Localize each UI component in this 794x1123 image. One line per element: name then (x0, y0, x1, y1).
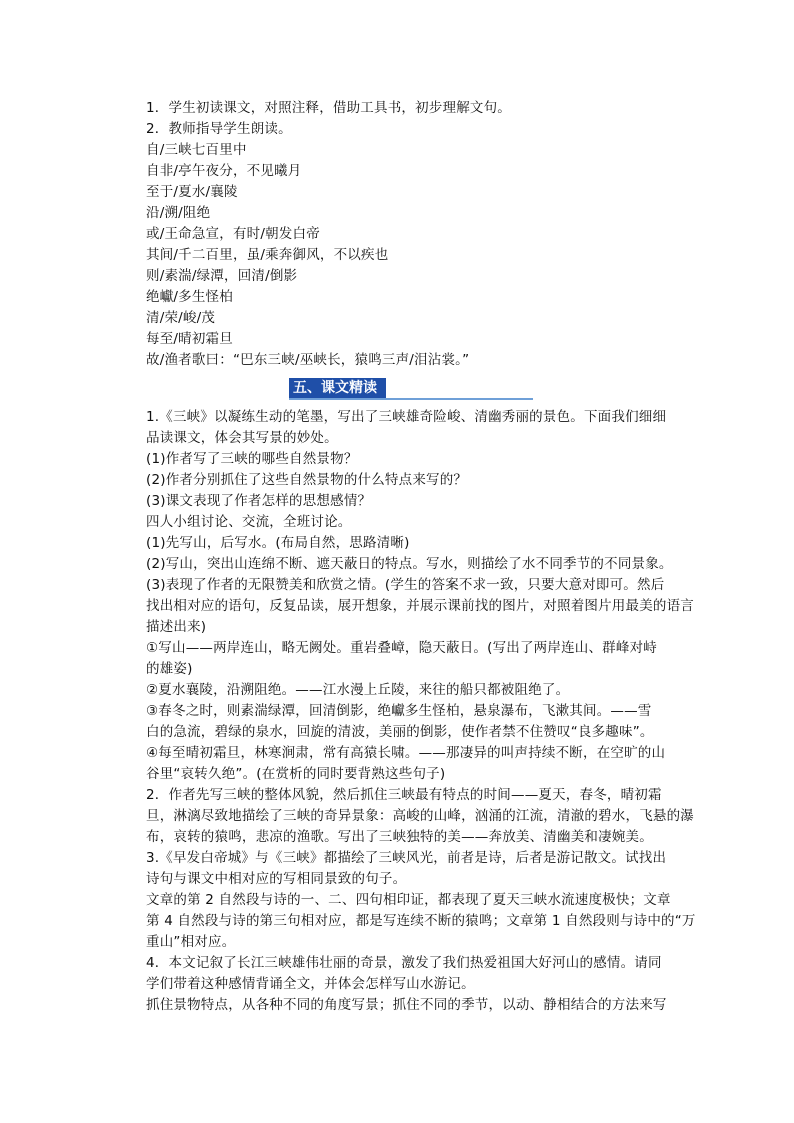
body-line: 文章的第 2 自然段与诗的一、二、四句相印证，都表现了夏天三峡水流速度极快；文章 (146, 892, 671, 908)
text-line: 1．学生初读课文，对照注释，借助工具书，初步理解文句。 (146, 100, 511, 116)
section-header-label: 五、课文精读 (289, 378, 386, 398)
body-line: 学们带着这种感情背诵全文，并体会怎样写山水游记。 (146, 976, 475, 992)
body-line: 第 4 自然段与诗的第三句相对应，都是写连续不断的猿鸣；文章第 1 自然段则与诗中的“万 (146, 913, 696, 929)
body-line: 诗句与课文中相对应的写相同景致的句子。 (146, 871, 407, 887)
text-line: 2．教师指导学生朗读。 (146, 121, 292, 137)
body-line: ①写山——两岸连山，略无阙处。重岩叠嶂，隐天蔽日。(写出了两岸连山、群峰对峙 (146, 640, 657, 656)
body-line: 重山”相对应。 (146, 934, 236, 950)
body-line: (1)先写山，后写水。(布局自然，思路清晰) (146, 535, 410, 551)
text-line: 绝巘/多生怪柏 (146, 289, 233, 305)
text-line: 或/王命急宣，有时/朝发白帝 (146, 226, 320, 242)
body-line: (2)作者分别抓住了这些自然景物的什么特点来写的？ (146, 472, 468, 488)
body-line: (3)课文表现了作者怎样的思想感情？ (146, 493, 372, 509)
body-line: 2．作者先写三峡的整体风貌，然后抓住三峡最有特点的时间——夏天，春冬，晴初霜 (146, 787, 662, 803)
body-line: (3)表现了作者的无限赞美和欣赏之情。(学生的答案不求一致，只要大意对即可。然后 (146, 577, 665, 593)
body-line: 旦，淋漓尽致地描绘了三峡的奇异景象：高峻的山峰，汹涌的江流，清澈的碧水，飞悬的瀑 (146, 808, 694, 824)
body-line: ③春冬之时，则素湍绿潭，回清倒影，绝巘多生怪柏，悬泉瀑布，飞漱其间。——雪 (146, 703, 652, 719)
section-header (289, 378, 533, 400)
text-line: 自非/亭午夜分，不见曦月 (146, 163, 302, 179)
text-line: 自/三峡七百里中 (146, 142, 247, 158)
body-line: ②夏水襄陵，沿溯阻绝。——江水漫上丘陵，来往的船只都被阻绝了。 (146, 682, 570, 698)
body-line: 3.《早发白帝城》与《三峡》都描绘了三峡风光，前者是诗，后者是游记散文。试找出 (146, 850, 667, 866)
body-line: 的雄姿) (146, 661, 193, 677)
text-line: 至于/夏水/襄陵 (146, 184, 238, 200)
text-line: 则/素湍/绿潭，回清/倒影 (146, 268, 298, 284)
body-line: 谷里“哀转久绝”。(在赏析的同时要背熟这些句子) (146, 766, 446, 782)
body-line: 4．本文记叙了长江三峡雄伟壮丽的奇景，激发了我们热爱祖国大好河山的感情。请同 (146, 955, 662, 971)
body-line: 描述出来) (146, 619, 207, 635)
text-line: 清/荣/峻/茂 (146, 310, 216, 326)
body-line: (2)写山，突出山连绵不断、遮天蔽日的特点。写水，则描绘了水不同季节的不同景象。 (146, 556, 673, 572)
body-line: (1)作者写了三峡的哪些自然景物？ (146, 451, 358, 467)
body-line: 品读课文，体会其写景的妙处。 (146, 430, 338, 446)
body-line: 白的急流，碧绿的泉水，回旋的清波，美丽的倒影，使作者禁不住赞叹“良多趣味”。 (146, 724, 654, 740)
body-line: ④每至晴初霜旦，林寒涧肃，常有高猿长啸。——那凄异的叫声持续不断，在空旷的山 (146, 745, 666, 761)
body-line: 找出相对应的语句，反复品读，展开想象，并展示课前找的图片，对照着图片用最美的语言 (146, 598, 694, 614)
body-line: 四人小组讨论、交流，全班讨论。 (146, 514, 352, 530)
text-line: 故/渔者歌曰：“巴东三峡/巫峡长，猿鸣三声/泪沾裳。” (146, 352, 470, 368)
body-line: 抓住景物特点，从各种不同的角度写景；抓住不同的季节，以动、静相结合的方法来写 (146, 997, 667, 1013)
text-line: 其间/千二百里，虽/乘奔御风，不以疾也 (146, 247, 389, 263)
text-line: 沿/溯/阻绝 (146, 205, 211, 221)
body-line: 布，哀转的猿鸣，悲凉的渔歌。写出了三峡独特的美——奔放美、清幽美和凄婉美。 (146, 829, 653, 845)
body-line: 1.《三峡》以凝练生动的笔墨，写出了三峡雄奇险峻、清幽秀丽的景色。下面我们细细 (146, 409, 667, 425)
text-line: 每至/晴初霜旦 (146, 331, 233, 347)
